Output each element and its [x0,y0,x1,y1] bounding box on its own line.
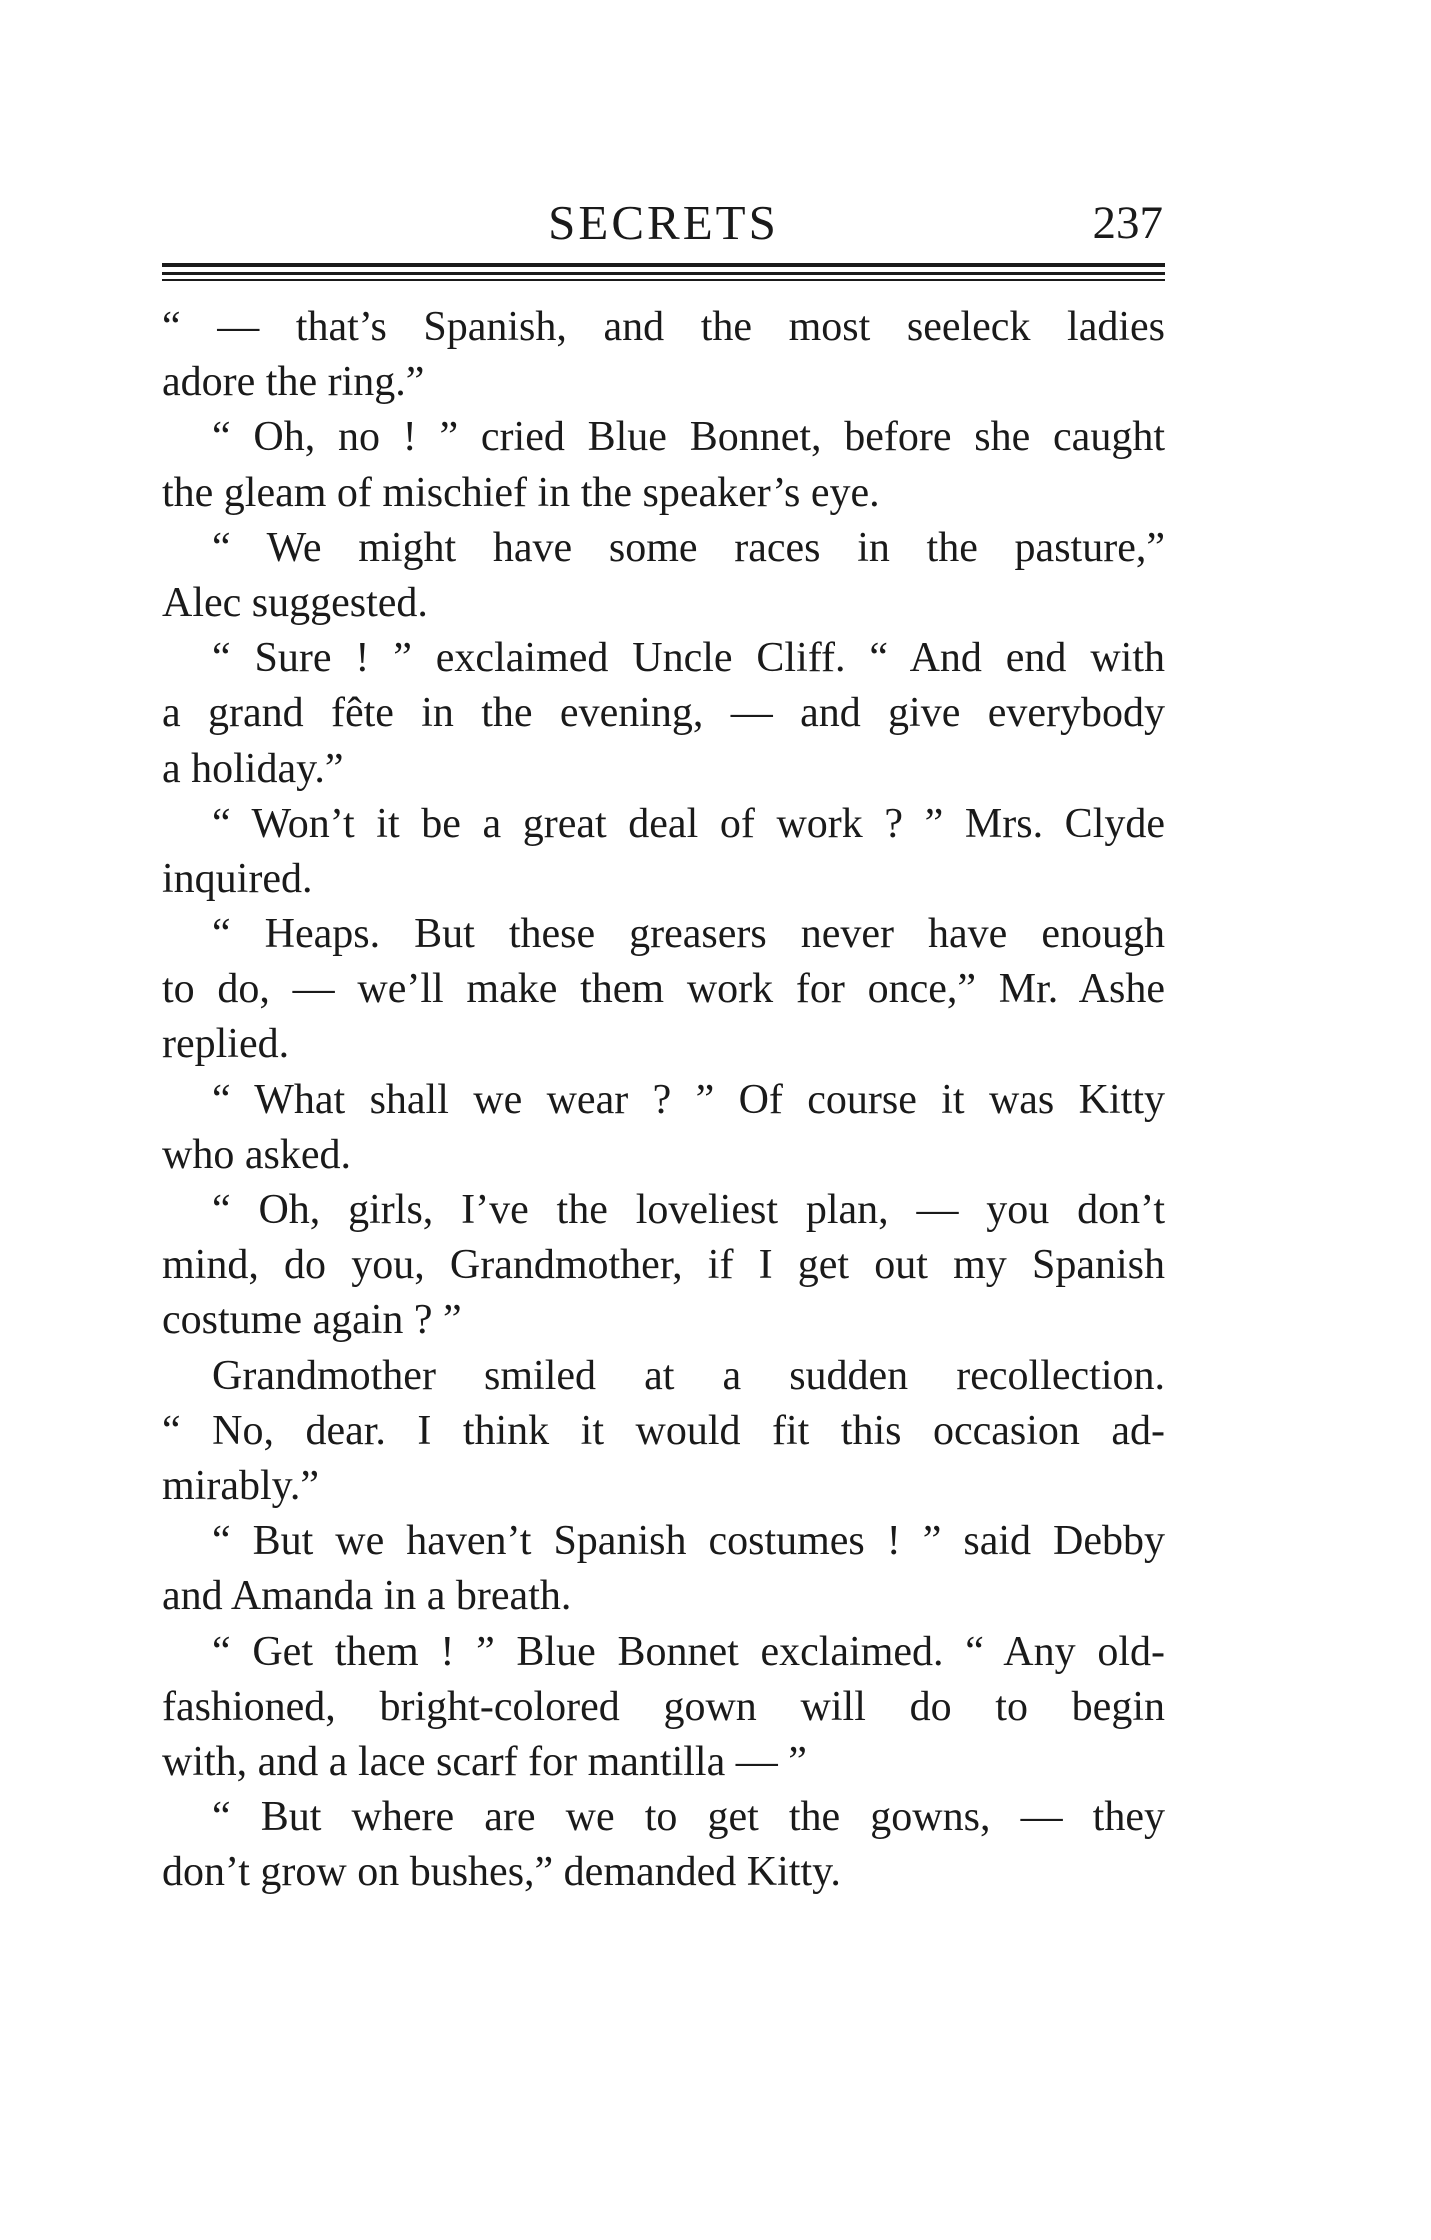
text-line: “ Oh, girls, I’ve the loveliest plan, — you don’t [212,1187,1165,1233]
text-line: “ But where are we to get the gowns, — they [212,1794,1165,1841]
text-line: “ But we haven’t Spanish costumes ! ” said Debby [212,1518,1165,1565]
text-line: a holiday.” [162,745,344,792]
text-line: “ Won’t it be a great deal of work ? ” Mrs. Clyde [212,800,1165,847]
header-rule [162,279,1165,281]
text-line: the gleam of mischief in the speaker’s eye. [162,469,880,516]
text-line: “ No, dear. I think it would fit this occasion ad- [162,1407,1165,1454]
text-line: and Amanda in a breath. [162,1573,572,1620]
text-line: inquired. [162,855,313,902]
text-line: “ What shall we wear ? ” Of course it was Kitty [212,1076,1165,1123]
text-line: with, and a lace scarf for mantilla — ” [162,1738,807,1785]
text-line: to do, — we’ll make them work for once,” Mr. Ashe [162,966,1165,1013]
chapter-title: SECRETS [548,195,779,250]
text-line: don’t grow on bushes,” demanded Kitty. [162,1849,841,1896]
text-line: “ — that’s Spanish, and the most seeleck ladies [162,304,1165,350]
text-line: mirably.” [162,1462,320,1509]
header-rule [162,272,1165,275]
text-line: “ Heaps. But these greasers never have enough [212,911,1165,958]
text-line: “ We might have some races in the pasture,” [212,524,1165,571]
text-line: “ Oh, no ! ” cried Blue Bonnet, before she caught [212,414,1165,461]
text-line: a grand fête in the evening, — and give everybody [162,690,1165,737]
running-head [162,193,1165,253]
text-line: costume again ? ” [162,1297,462,1344]
text-line: replied. [162,1021,290,1068]
text-line: fashioned, bright-colored gown will do to begin [162,1683,1165,1730]
text-line: who asked. [162,1131,351,1178]
text-line: “ Sure ! ” exclaimed Uncle Cliff. “ And end with [212,635,1165,682]
header-rule [162,263,1165,267]
text-line: Grandmother smiled at a sudden recollection. [212,1352,1165,1399]
body-text [162,300,1165,1900]
text-line: mind, do you, Grandmother, if I get out my Spanish [162,1242,1165,1289]
text-line: “ Get them ! ” Blue Bonnet exclaimed. “ Any old- [212,1628,1165,1675]
text-line: adore the ring.” [162,359,425,406]
text-line: Alec suggested. [162,579,428,626]
page-number: 237 [1092,197,1163,249]
